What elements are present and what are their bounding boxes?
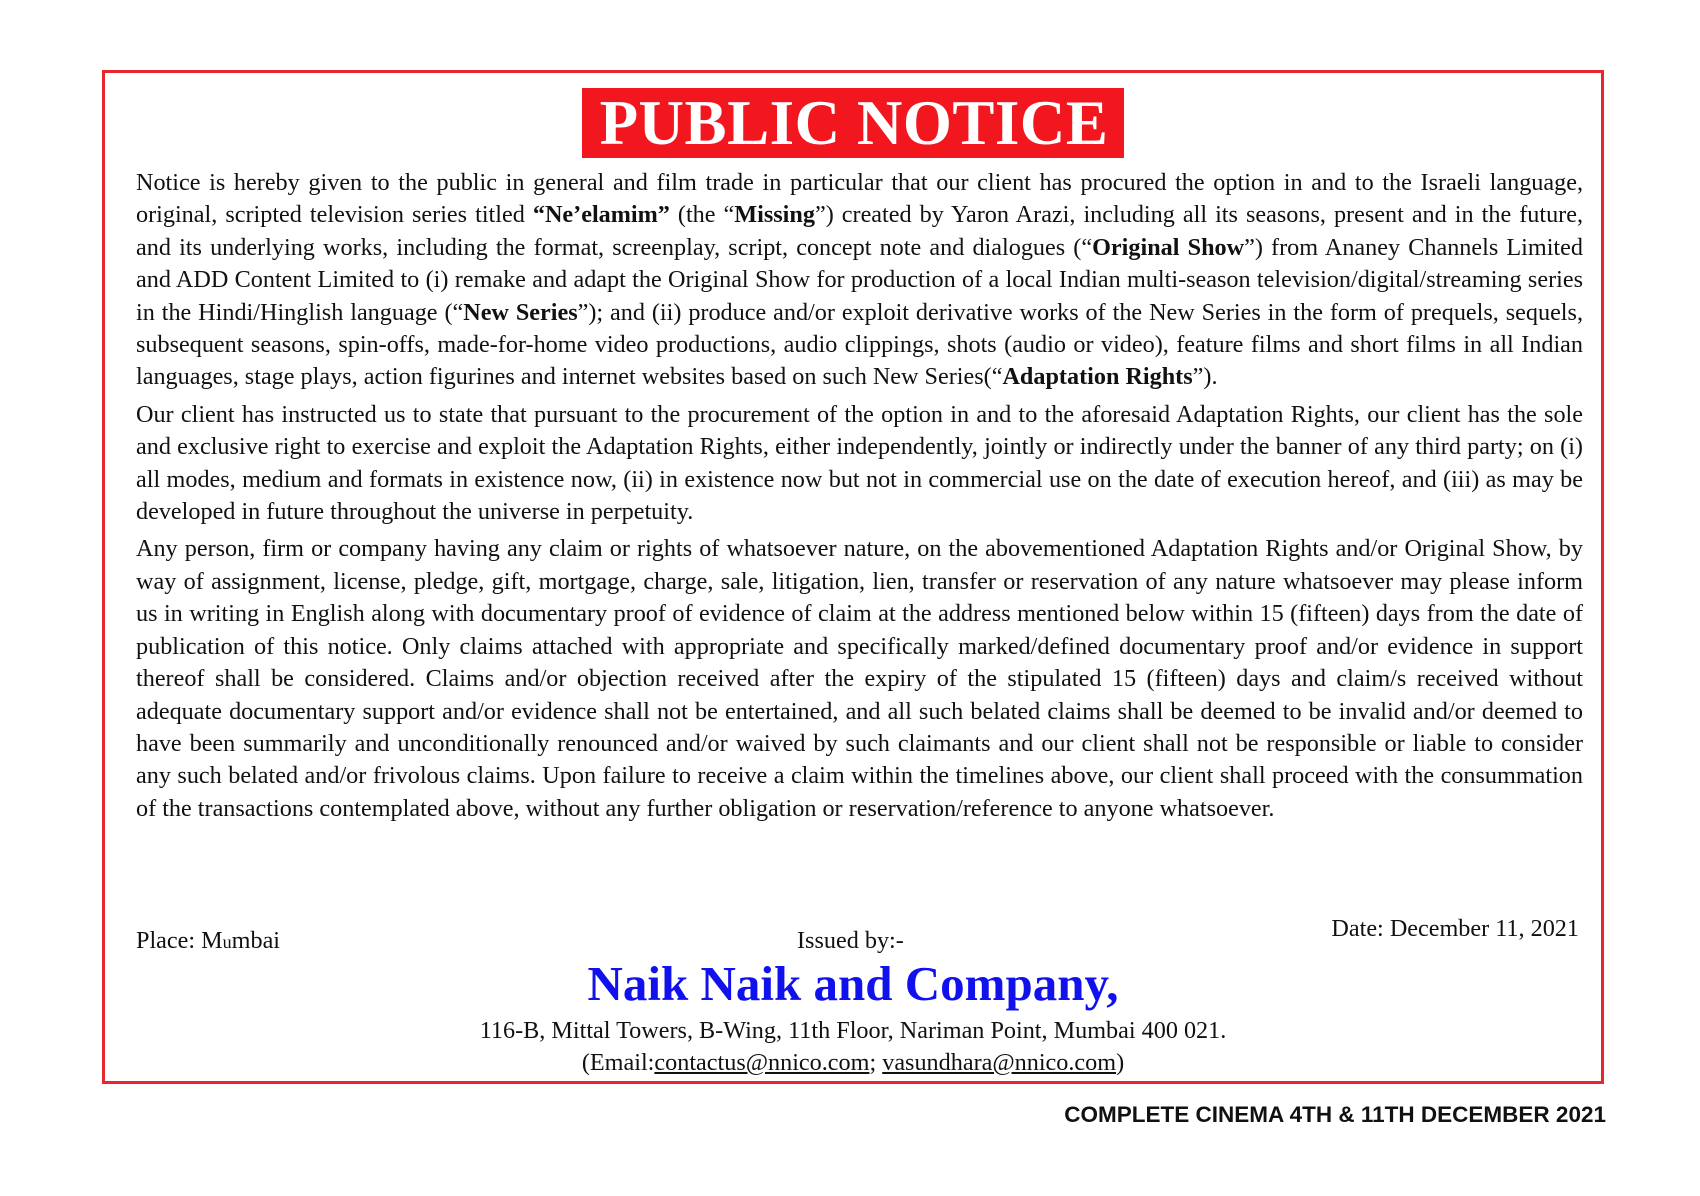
- bold-term: Original Show: [1092, 233, 1245, 261]
- paragraph-text: ”) created by Yaron Arazi, including all its seasons, present and in the future, and its underlying works, including the format, screenplay, script, concept note and dialogues (“: [136, 201, 1584, 261]
- email-separator: ;: [869, 1049, 883, 1076]
- bold-term: New Series: [463, 298, 578, 326]
- email-line: [105, 1047, 1601, 1079]
- paragraph-text: Our client has instructed us to state that pursuant to the procurement of the option in and to the aforesaid Adaptation Rights, our client has the sole and exclusive right to exercise and exploit the Adaptation Rights, either independently, jointly or indirectly under the banner of any third party; on (i) all modes, medium and formats in existence now, (ii) in existence now but not in commercial use on the date of execution hereof, and (iii) as may be developed in future throughout the universe in perpetuity.: [136, 400, 1583, 526]
- issued-by: Issued by:-: [797, 927, 904, 954]
- paragraph-text: ”).: [1192, 363, 1218, 391]
- email-link-vasundhara[interactable]: vasundhara@nnico.com: [882, 1049, 1117, 1076]
- notice-box: [102, 70, 1604, 1084]
- paragraph-text: ”) from Ananey Channels Limited and ADD Content Limited to (i) remake and adapt the Original Show for production of a local Indian multi-season television/digital/streaming series in the Hindi/Hinglish language (“: [136, 233, 1583, 326]
- email-close: ): [1116, 1049, 1125, 1076]
- paragraph-text: Any person, firm or company having any claim or rights of whatsoever nature, on the abovementioned Adaptation Rights and/or Original Show, by way of assignment, license, pledge, gift, mortgage, charge, sale, litigation, lien, transfer or reservation of any nature whatsoever may please inform us in writing in English along with documentary proof of evidence of claim at the address mentioned below within 15 (fifteen) days from the date of publication of this notice. Only claims attached with appropriate and specifically marked/defined documentary proof and/or evidence in support thereof shall be considered. Claims and/or objection received after the expiry of the stipulated 15 (fifteen) days and claim/s received without adequate documentary support and/or evidence shall not be entertained, and all such belated claims shall be deemed to be invalid and/or deemed to have been summarily and unconditionally renounced and/or waived by such claimants and our client shall not be responsible or liable to consider any such belated and/or frivolous claims. Upon failure to receive a claim within the timelines above, our client shall proceed with the consummation of the transactions contemplated above, without any further obligation or reservation/reference to anyone whatsoever.: [136, 535, 1583, 822]
- paragraph-text: ”); and (ii) produce and/or exploit derivative works of the New Series in the form of prequels, sequels, subsequent seasons, spin-offs, made-for-home video productions, audio clippings, shots (audio or video), feature films and short films in all Indian languages, stage plays, action figurines and internet websites based on such New Series(“: [136, 298, 1583, 391]
- email-link-contactus[interactable]: contactus@nnico.com: [654, 1049, 870, 1076]
- notice-date: Date: December 11, 2021: [1331, 915, 1579, 942]
- company-name: Naik Naik and Company,: [587, 956, 1119, 1011]
- bold-term: Missing: [734, 201, 815, 229]
- place-prefix: Place: M: [136, 927, 223, 954]
- place-line: [136, 925, 280, 958]
- place-rest: mbai: [231, 927, 281, 954]
- paragraph-2: [136, 399, 1583, 529]
- paragraph-text: Notice is hereby given to the public in general and film trade in particular that our client has procured the option in and to the Israeli language, original, scripted television series titled: [136, 169, 1583, 229]
- publication-footer: COMPLETE CINEMA 4TH & 11TH DECEMBER 2021: [1064, 1102, 1606, 1127]
- email-open: (Email:: [581, 1049, 655, 1076]
- notice-body: [136, 167, 1583, 830]
- bold-term: Adaptation Rights: [1002, 363, 1193, 391]
- company-address: 116-B, Mittal Towers, B-Wing, 11th Floor, Nariman Point, Mumbai 400 021.: [479, 1017, 1227, 1044]
- paragraph-text: (the “: [669, 201, 735, 229]
- place-u: u: [222, 932, 232, 952]
- bold-term: “Ne’elamim”: [532, 201, 670, 229]
- notice-title: PUBLIC NOTICE: [582, 88, 1125, 158]
- paragraph-3: [136, 533, 1583, 825]
- title-wrap: [105, 88, 1601, 158]
- paragraph-1: [136, 167, 1583, 394]
